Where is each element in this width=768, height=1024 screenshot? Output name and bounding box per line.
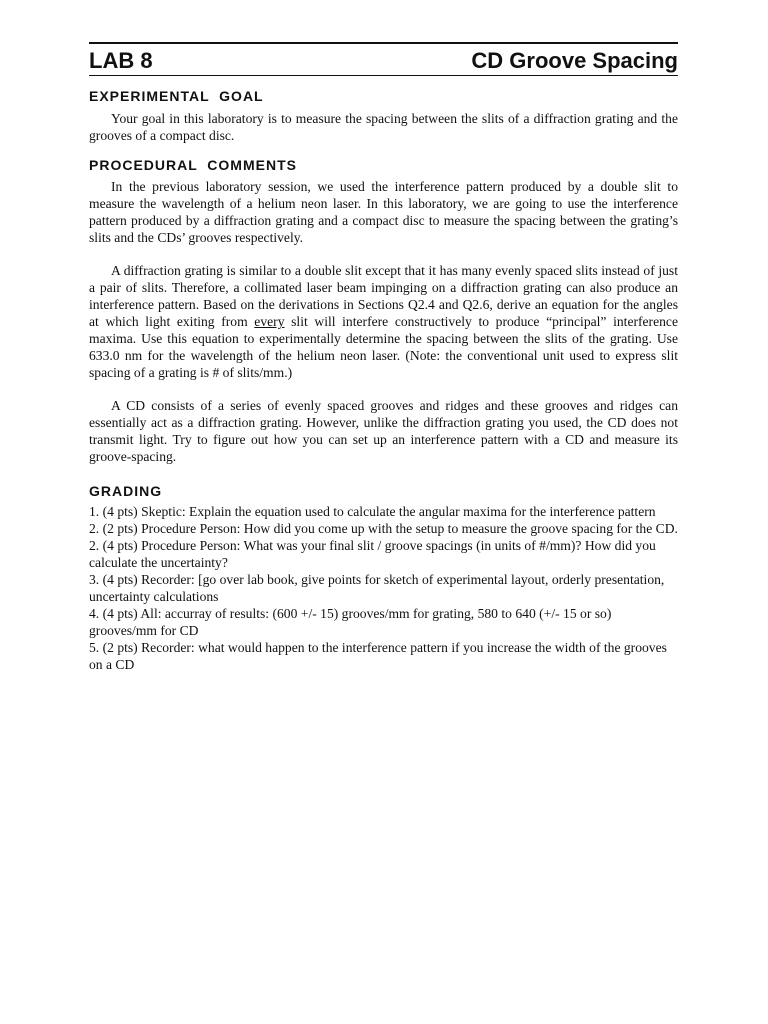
procedural-paragraph-3: A CD consists of a series of evenly spaced grooves and ridges and these grooves and ridges can essentially act as a diffraction grating. However, unlike the diffraction grating you used, the CD does not transmit light. Try to figure out how you can set up an interference pattern with a CD and measure its groove-spacing. [89,398,678,464]
header-top-rule [89,42,678,44]
procedural-paragraph-1: In the previous laboratory session, we used the interference pattern produced by a double slit to measure the wavelength of a helium neon laser. In this laboratory, we are going to use the interference pattern produced by a diffraction grating and a compact disc to measure the spacing between the grating’s slits and the CDs’ grooves respectively. [89,179,678,245]
procedural-paragraph-2-end: slit will interfere constructively to produce “principal” interference maxima. Use this equation to experimentally determine the spacing between the slits of the grating. Use 633.0 nm for the wavelength of the helium neon laser. (Note: the conventional unit used to express slit spacing of a grating is # of slits/mm.) [89,314,678,380]
procedural-comments-heading: PROCEDURAL COMMENTS [89,157,297,173]
lab-number: LAB 8 [89,48,153,73]
procedural-paragraph-2-start: A diffraction grating is similar to a double slit except that it has many evenly spaced slits instead of just a pair of slits. Therefore, a collimated laser beam impinging on a diffraction grating can also produce an interference pattern. Based on the derivations in Sections Q2.4 and Q2.6, derive an equation for the angles at which light exiting from [89,263,678,329]
grading-item: 2. (2 pts) Procedure Person: How did you come up with the setup to measure the groove spacing for the CD. [89,521,678,536]
document-page [89,42,678,673]
grading-heading: GRADING [89,483,163,499]
grading-item: 4. (4 pts) All: accurray of results: (600 +/- 15) grooves/mm for grating, 580 to 640 (+/- 15 or so) grooves/mm for CD [89,606,612,638]
grading-item: 1. (4 pts) Skeptic: Explain the equation used to calculate the angular maxima for the interference pattern [89,504,656,519]
header-bottom-rule [89,75,678,76]
procedural-paragraph-2 [89,262,678,381]
page-header [89,46,678,75]
grading-item: 5. (2 pts) Recorder: what would happen to the interference pattern if you increase the width of the grooves on a CD [89,640,667,672]
grading-item: 3. (4 pts) Recorder: [go over lab book, give points for sketch of experimental layout, orderly presentation, uncertainty calculations [89,572,665,604]
grading-list [89,503,678,673]
experimental-goal-heading: EXPERIMENTAL GOAL [89,88,264,104]
experimental-goal-text: Your goal in this laboratory is to measure the spacing between the slits of a diffraction grating and the grooves of a compact disc. [89,111,678,143]
lab-title: CD Groove Spacing [471,48,678,73]
grading-item: 2. (4 pts) Procedure Person: What was your final slit / groove spacings (in units of #/mm)? How did you calculate the uncertainty? [89,538,656,570]
underlined-word-every: every [254,314,285,329]
